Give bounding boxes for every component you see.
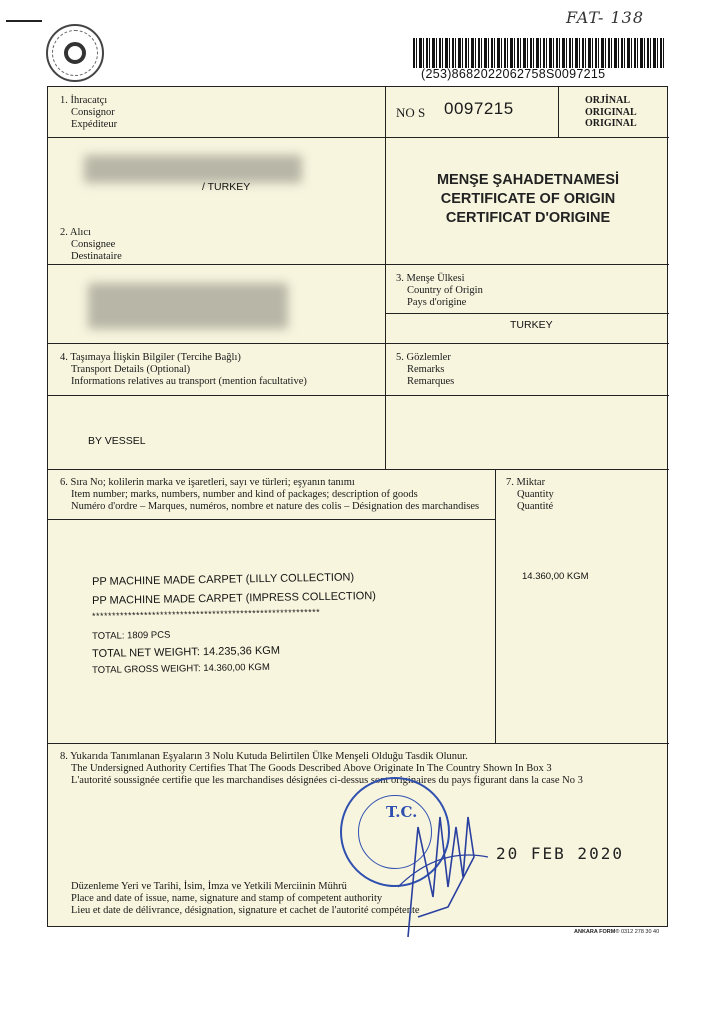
goods-gross-weight: TOTAL GROSS WEIGHT: 14.360,00 KGM [92,661,270,676]
box2-label: 2. Alıcı Consignee Destinataire [60,227,122,262]
certificate-no-label: NO S [396,105,426,120]
goods-total: TOTAL: 1809 PCS [92,629,171,642]
goods-net-weight: TOTAL NET WEIGHT: 14.235,36 KGM [92,644,281,660]
divider [385,343,386,469]
goods-separator: ********************************************************* [92,607,321,621]
barcode [413,38,665,68]
issue-date: 20 FEB 2020 [496,844,624,863]
divider [385,313,669,314]
transport-value: BY VESSEL [88,435,146,447]
redacted-consignee [88,283,288,329]
original-marker: ORJİNAL ORIGINAL ORIGINAL [585,95,637,129]
country-of-origin-value: TURKEY [510,319,553,331]
chamber-logo-icon [46,24,104,82]
redacted-consignor [84,155,302,183]
goods-line: PP MACHINE MADE CARPET (LILLY COLLECTION) [92,571,355,588]
certificate-title: MENŞE ŞAHADETNAMESİ CERTIFICATE OF ORIGIN CERTIFICAT D'ORIGINE [436,172,620,226]
divider [48,264,385,265]
divider [385,264,669,265]
box1-label: 1. İhracatçı Consignor Expéditeur [60,95,118,130]
page-edge-mark [6,20,42,22]
certificate-form [47,86,668,927]
issue-label: Düzenleme Yeri ve Tarihi, İsim, İmza ve Yetkili Merciinin Mührü Place and date of issue, name, signature and stamp of competent authority Lieu et date de délivrance, désignation, signature et cachet de l'autorité compétente [71,881,420,916]
divider [48,343,669,344]
divider [385,87,386,343]
box8-label: 8. Yukarıda Tanımlanan Eşyaların 3 Nolu Kutuda Belirtilen Ülke Menşeli Olduğu Tasdik Olunur. The Undersigned Authority Certifies That The Goods Described Above Originate In The Country Shown In Box 3 L'autorité soussignée certifie que les marchandises désignées ci-dessus sont originaires du pays figurant dans la case No 3 [60,751,583,786]
handwritten-reference: FAT- 138 [566,8,645,27]
box5-label: 5. Gözlemler Remarks Remarques [396,352,455,387]
divider [48,519,495,520]
box3-label: 3. Menşe Ülkesi Country of Origin Pays d'origine [396,273,483,308]
barcode-number: (253)8682022062758S0097215 [421,67,606,81]
certificate-no-value: 0097215 [444,99,514,118]
divider [48,395,669,396]
signature-icon [378,787,498,947]
official-stamp: T.C. [340,777,450,887]
form-footer: ANKARA FORM® 0312 278 30 40 [574,929,660,935]
goods-line: PP MACHINE MADE CARPET (IMPRESS COLLECTION) [92,590,376,607]
divider [48,743,669,744]
box7-label: 7. Miktar Quantity Quantité [506,477,554,512]
box6-label: 6. Sıra No; kolilerin marka ve işaretleri, sayı ve türleri; eşyanın tanımı Item number; marks, numbers, number and kind of packages; description of goods Numéro d'ordre – Marques, numéros, nombre et nature des colis – Désignation des marchandises [60,477,480,512]
box4-label: 4. Taşımaya İlişkin Bilgiler (Tercihe Bağlı) Transport Details (Optional) Informations relatives au transport (mention facultative) [60,352,307,387]
consignor-country: / TURKEY [202,181,251,193]
divider [495,469,496,743]
divider [48,469,669,470]
divider [558,87,559,137]
divider [48,137,669,138]
quantity-value: 14.360,00 KGM [522,571,589,582]
